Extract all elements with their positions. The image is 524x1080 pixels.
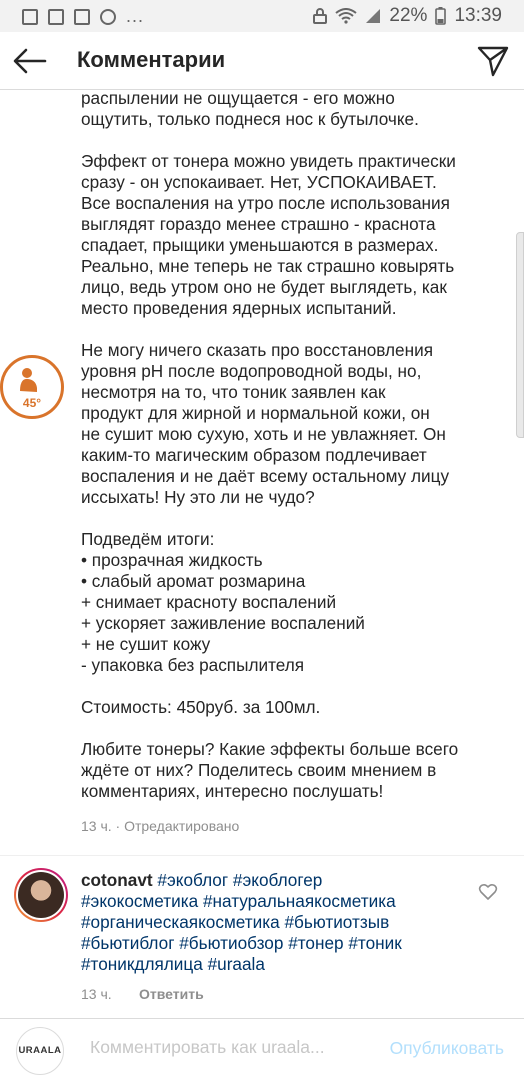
- clock: 13:39: [454, 5, 502, 26]
- app-header: [0, 32, 524, 90]
- comment-hashtags[interactable]: #экоблог #экоблогер: [152, 870, 323, 890]
- comment-body: [81, 870, 461, 975]
- publish-button[interactable]: Опубликовать: [389, 1038, 504, 1058]
- signal-icon: [365, 8, 381, 24]
- heart-outline-icon: [478, 882, 498, 902]
- like-comment-button[interactable]: [478, 882, 498, 902]
- avatar-degree-label: 45°: [22, 396, 42, 410]
- comment-hashtags[interactable]: #экокосметика #натуральнаякосметика #органическаякосметика #бьютиотзыв #бьютиблог #бьютиобзор #тонер #тоник #тоникдлялица #uraala: [81, 891, 402, 974]
- page-title: Комментарии: [77, 47, 226, 72]
- caption-paragraph: Любите тонеры? Какие эффекты больше всего ждёте от них? Поделитесь своим мнением в комментариях, интересно послушать!: [81, 739, 459, 801]
- caption-paragraph: Стоимость: 450руб. за 100мл.: [81, 697, 321, 717]
- comment-username[interactable]: cotonavt: [81, 870, 153, 890]
- comment-timestamp: 13 ч.: [81, 986, 112, 1002]
- avatar-logo-text: URAALA: [18, 1045, 62, 1056]
- divider: [0, 855, 524, 856]
- gallery-icon: [22, 9, 38, 25]
- arrow-left-icon: [12, 44, 48, 78]
- reply-button[interactable]: Ответить: [139, 986, 204, 1002]
- status-bar: [0, 0, 524, 32]
- caption-paragraph: Не могу ничего сказать про восстановления уровня pH после водопроводной воды, но, несмотря на то, что тоник заявлен как продукт для жирной и нормальной кожи, он не сушит мою сухую, хоть и не увлажняет. Он каким-то магическим образом подлечивает воспаления и не даёт всему остальному лицу иссыхать! Ну это ли не чудо?: [81, 340, 450, 507]
- paper-plane-icon: [476, 44, 510, 78]
- post-caption: [81, 88, 499, 802]
- caption-paragraph: распылении не ощущается - его можно ощутить, только поднеся нос к бутылочке.: [81, 88, 419, 129]
- edge-panel-handle[interactable]: [516, 232, 524, 438]
- comment-input[interactable]: [90, 1037, 360, 1058]
- comment-avatar-photo: [18, 872, 64, 918]
- battery-icon: [435, 7, 446, 25]
- caption-paragraph: Подведём итоги: • прозрачная жидкость • слабый аромат розмарина + снимает красноту воспалений + ускоряет заживление воспалений + не сушит кожу - упаковка без распылителя: [81, 529, 365, 675]
- status-bar-system: [313, 5, 502, 27]
- current-user-avatar: [16, 1027, 64, 1075]
- caption-paragraph: Эффект от тонера можно увидеть практически сразу - он успокаивает. Нет, УСПОКАИВАЕТ. Все воспаления на утро после использования выглядят гораздо менее страшно - краснота спадает, прыщики уменьшаются в размерах. Реально, мне теперь не так страшно ковырять лицо, ведь утром оно не будет выглядеть, как место проведения ядерных испытаний.: [81, 151, 456, 318]
- wifi-icon: [335, 8, 357, 24]
- instagram-icon: [100, 9, 116, 25]
- maps-icon: [74, 9, 90, 25]
- back-button[interactable]: [12, 44, 48, 78]
- more-notifications-dots: ...: [126, 6, 145, 26]
- battery-percent: 22%: [389, 5, 428, 26]
- status-bar-notifications: [22, 6, 144, 27]
- lock-icon: [313, 8, 327, 24]
- comment-composer: [0, 1018, 524, 1080]
- caption-timestamp: 13 ч. · Отредактировано: [81, 818, 240, 834]
- comment-avatar[interactable]: [14, 868, 68, 922]
- image-icon: [48, 9, 64, 25]
- share-button[interactable]: [476, 44, 510, 78]
- post-author-avatar[interactable]: [0, 355, 64, 419]
